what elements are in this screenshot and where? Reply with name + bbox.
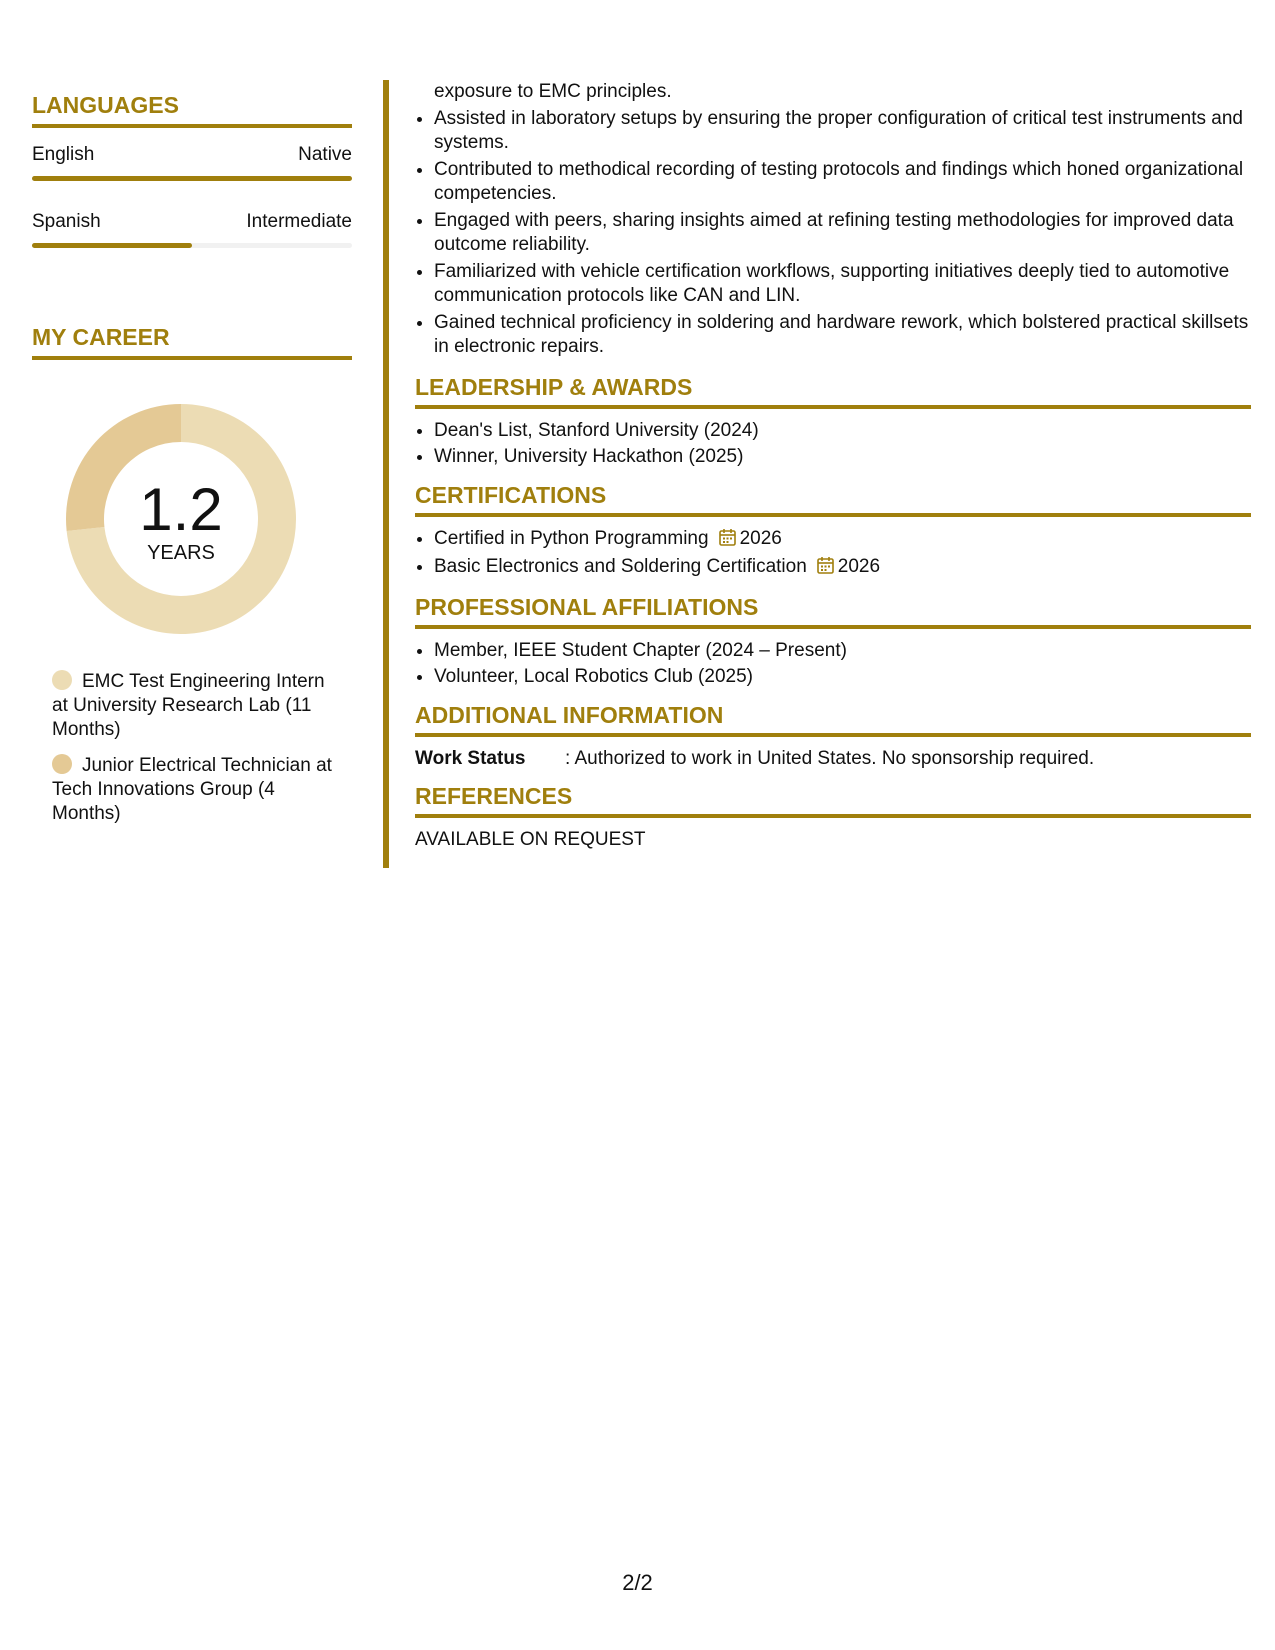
career-legend-label: Junior Electrical Technician at Tech Innovations Group (4 Months) xyxy=(52,755,332,824)
language-item xyxy=(32,144,352,181)
work-status-value: : Authorized to work in United States. No sponsorship required. xyxy=(565,747,1095,769)
legend-dot xyxy=(52,754,72,774)
leadership-title: LEADERSHIP & AWARDS xyxy=(415,374,1251,409)
career-legend-label: EMC Test Engineering Intern at University Research Lab (11 Months) xyxy=(52,671,325,740)
language-proficiency-bar xyxy=(32,243,352,248)
legend-dot xyxy=(52,670,72,690)
career-total xyxy=(66,404,296,634)
affiliations-section xyxy=(415,594,1251,690)
language-item xyxy=(32,211,352,248)
certification-year: 2026 xyxy=(837,556,881,577)
career-total-unit: YEARS xyxy=(147,542,215,564)
additional-info-title: ADDITIONAL INFORMATION xyxy=(415,702,1251,737)
additional-info-section xyxy=(415,702,1251,771)
career-title: MY CAREER xyxy=(32,324,352,360)
career-legend xyxy=(52,670,332,826)
language-level: Intermediate xyxy=(246,211,352,232)
language-level: Native xyxy=(298,144,352,165)
list-item xyxy=(434,527,1251,554)
references-section xyxy=(415,783,1251,852)
references-title: REFERENCES xyxy=(415,783,1251,818)
certifications-section xyxy=(415,482,1251,582)
language-proficiency-bar xyxy=(32,176,352,181)
work-status-label: Work Status xyxy=(415,747,526,769)
experience-continued-text: exposure to EMC principles. xyxy=(434,81,672,102)
page-number: 2/2 xyxy=(622,1570,653,1595)
references-text: AVAILABLE ON REQUEST xyxy=(415,828,646,850)
work-status-row xyxy=(415,747,1251,771)
list-item: • Volunteer, Local Robotics Club (2025) xyxy=(434,665,1251,690)
language-proficiency-fill xyxy=(32,243,192,248)
leadership-section xyxy=(415,374,1251,470)
affiliations-title: PROFESSIONAL AFFILIATIONS xyxy=(415,594,1251,629)
language-name: English xyxy=(32,144,95,165)
list-item: • Contributed to methodical recording of testing protocols and findings which honed organizational competencies. xyxy=(434,158,1251,207)
career-donut-chart xyxy=(66,404,296,634)
calendar-icon xyxy=(719,528,736,554)
column-divider xyxy=(383,80,389,868)
list-item: • Engaged with peers, sharing insights aimed at refining testing methodologies for improved data outcome reliability. xyxy=(434,209,1251,258)
list-item: • Familiarized with vehicle certification workflows, supporting initiatives deeply tied to automotive communication protocols like CAN and LIN. xyxy=(434,260,1251,309)
list-item: • Member, IEEE Student Chapter (2024 – Present) xyxy=(434,639,1251,664)
list-item xyxy=(434,555,1251,582)
main-content xyxy=(415,80,1251,852)
list-item: • Gained technical proficiency in soldering and hardware rework, which bolstered practical skillsets in electronic repairs. xyxy=(434,311,1251,360)
career-total-value: 1.2 xyxy=(139,476,223,543)
career-legend-item xyxy=(52,670,332,742)
calendar-icon xyxy=(817,556,834,582)
language-name: Spanish xyxy=(32,211,101,232)
list-item: • Dean's List, Stanford University (2024) xyxy=(434,419,1251,444)
languages-title: LANGUAGES xyxy=(32,92,352,128)
certification-name: Certified in Python Programming xyxy=(434,527,709,549)
sidebar xyxy=(32,92,352,838)
certifications-title: CERTIFICATIONS xyxy=(415,482,1251,517)
experience-bullets xyxy=(415,107,1251,360)
career-legend-item xyxy=(52,754,332,826)
language-proficiency-fill xyxy=(32,176,352,181)
certification-name: Basic Electronics and Soldering Certification xyxy=(434,556,807,577)
certification-year: 2026 xyxy=(739,527,782,549)
list-item: • Assisted in laboratory setups by ensuring the proper configuration of critical test instruments and systems. xyxy=(434,107,1251,156)
list-item: • Winner, University Hackathon (2025) xyxy=(434,445,1251,470)
